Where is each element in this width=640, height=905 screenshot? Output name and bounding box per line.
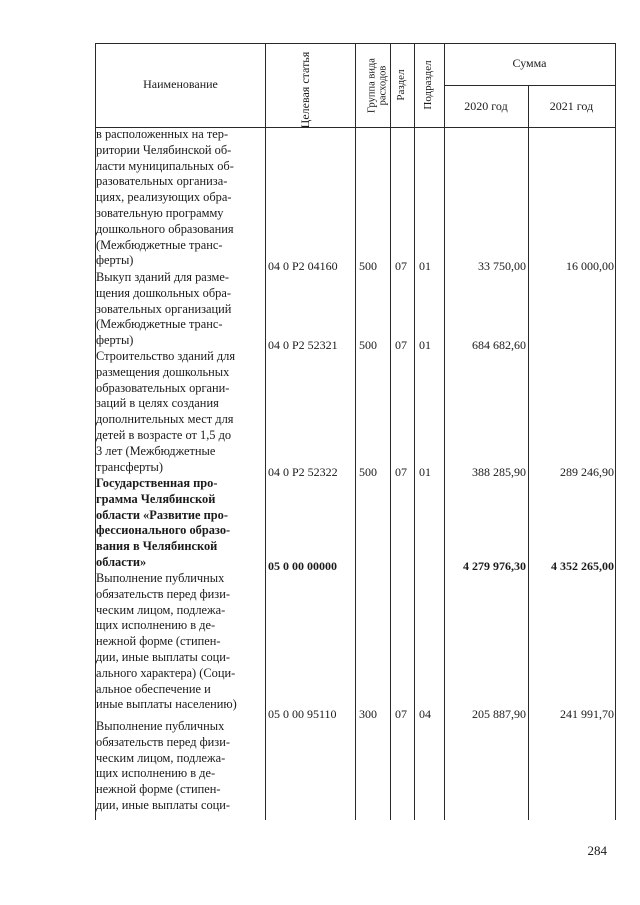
- row-4-name: Государственная про- грамма Челябинской области «Развитие про- фессионального образо- вания в Челябинской области»: [96, 476, 231, 569]
- row-2-rz: 07: [395, 338, 407, 352]
- row-5-pr: 04: [419, 707, 431, 721]
- row-3-vr: 500: [359, 465, 377, 479]
- row-3-2020: 388 285,90: [472, 465, 526, 479]
- col-divider-5: [444, 43, 445, 820]
- table-right-border: [615, 43, 616, 820]
- sum-header-divider: [444, 85, 616, 86]
- col-divider-3: [390, 43, 391, 820]
- row-1-vr: 500: [359, 259, 377, 273]
- header-year-2020: 2020 год: [464, 99, 508, 113]
- row-5-rz: 07: [395, 707, 407, 721]
- row-3-pr: 01: [419, 465, 431, 479]
- row-1-code: 04 0 P2 04160: [268, 259, 338, 273]
- row-5-2021: 241 991,70: [560, 707, 614, 721]
- row-1-2020: 33 750,00: [478, 259, 526, 273]
- header-target-article: Целевая статья: [298, 51, 312, 129]
- row-5-2020: 205 887,90: [472, 707, 526, 721]
- row-5-name: Выполнение публичных обязательств перед физи- ческим лицом, подлежа- щих исполнению в де- нежной форме (стипен- дии, иные выплаты соци- ального характера) (Соци- альное обеспечение и иные выплаты населению): [96, 571, 237, 712]
- row-1-rz: 07: [395, 259, 407, 273]
- row-1-2021: 16 000,00: [566, 259, 614, 273]
- row-4-2020: 4 279 976,30: [463, 559, 526, 573]
- row-2-2020: 684 682,60: [472, 338, 526, 352]
- header-name: Наименование: [143, 77, 218, 91]
- page-number: 284: [587, 843, 607, 858]
- row-2-name: Выкуп зданий для разме- щения дошкольных обра- зовательных организаций (Межбюджетные транс- ферты): [96, 270, 232, 348]
- row-3-name: Строительство зданий для размещения дошкольных образовательных органи- заций в целях создания дополнительных мест для детей в возрасте от 1,5 до 3 лет (Межбюджетные трансферты): [96, 349, 236, 474]
- row-5-code: 05 0 00 95110: [268, 707, 337, 721]
- header-expense-group: Группа вида расходов: [366, 58, 389, 113]
- row-3-rz: 07: [395, 465, 407, 479]
- row-1-name: в расположенных на тер- ритории Челябинской об- ласти муниципальных об- разовательных организа- циях, реализующих обра- зовательную программу дошкольного образования (Межбюджетные транс- ферты): [96, 127, 234, 268]
- header-subsection: Подраздел: [422, 60, 434, 110]
- row-2-pr: 01: [419, 338, 431, 352]
- budget-table: [95, 43, 616, 820]
- col-divider-4: [414, 43, 415, 820]
- col-divider-1: [265, 43, 266, 820]
- row-2-code: 04 0 P2 52321: [268, 338, 338, 352]
- row-2-vr: 500: [359, 338, 377, 352]
- row-6-name: Выполнение публичных обязательств перед физи- ческим лицом, подлежа- щих исполнению в де- нежной форме (стипен- дии, иные выплаты соци-: [96, 719, 231, 812]
- row-4-2021: 4 352 265,00: [551, 559, 614, 573]
- header-section: Раздел: [395, 69, 407, 101]
- header-year-2021: 2021 год: [549, 99, 594, 113]
- row-3-code: 04 0 P2 52322: [268, 465, 338, 479]
- row-3-2021: 289 246,90: [560, 465, 614, 479]
- row-5-vr: 300: [359, 707, 377, 721]
- header-sum: Сумма: [512, 56, 547, 70]
- col-divider-6: [528, 85, 529, 820]
- col-divider-2: [355, 43, 356, 820]
- row-1-pr: 01: [419, 259, 431, 273]
- row-4-code: 05 0 00 00000: [268, 559, 337, 573]
